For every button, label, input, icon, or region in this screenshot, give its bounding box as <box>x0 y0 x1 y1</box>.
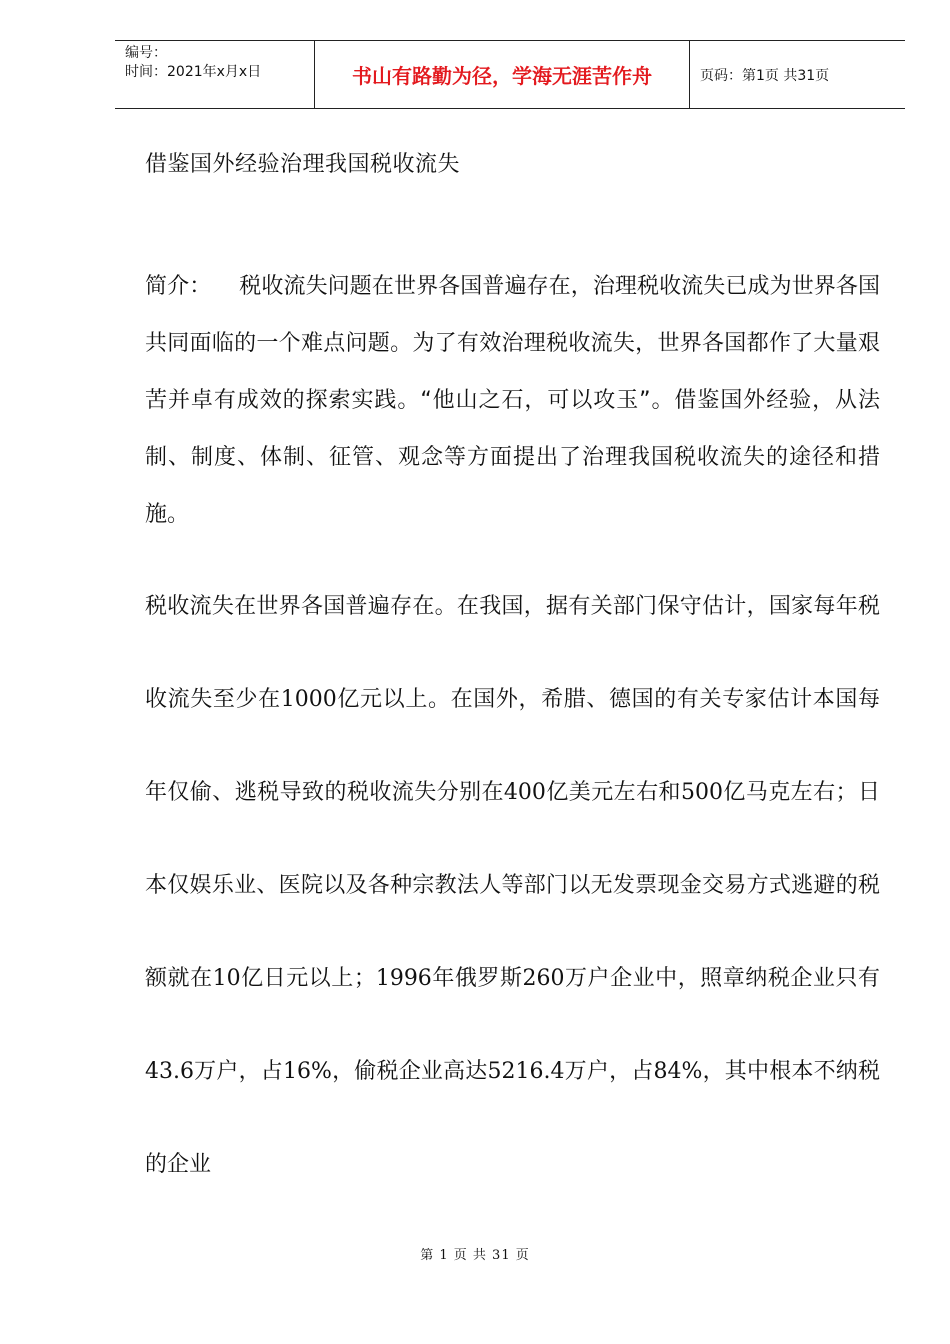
summary-label: 简介： <box>145 274 212 299</box>
header-motto: 书山有路勤为径，学海无涯苦作舟 <box>315 41 690 108</box>
summary-paragraph <box>145 258 880 543</box>
document-header <box>115 40 905 109</box>
header-page-info: 页码：第1页 共31页 <box>700 67 830 84</box>
body-paragraph: 税收流失在世界各国普遍存在。在我国，据有关部门保守估计，国家每年税收流失至少在1000亿元以上。在国外，希腊、德国的有关专家估计本国每年仅偷、逃税导致的税收流失分别在400亿美元左右和500亿马克左右；日本仅娱乐业、医院以及各种宗教法人等部门以无发票现金交易方式逃避的税额就在10亿日元以上；1996年俄罗斯260万户企业中，照章纳税企业只有43.6万户，占16%，偷税企业高达5216.4万户，占84%，其中根本不纳税的企业 <box>145 594 880 1177</box>
page-footer: 第 1 页 共 31 页 <box>420 1248 530 1263</box>
number-label: 编号： <box>125 45 167 61</box>
time-label: 时间：2021年x月x日 <box>125 64 262 80</box>
header-meta <box>115 41 315 108</box>
summary-text: 税收流失问题在世界各国普遍存在，治理税收流失已成为世界各国共同面临的一个难点问题。为了有效治理税收流失，世界各国都作了大量艰苦并卓有成效的探索实践。“他山之石，可以攻玉”。借鉴国外经验，从法制、制度、体制、征管、观念等方面提出了治理我国税收流失的途径和措施。 <box>145 274 880 527</box>
document-title: 借鉴国外经验治理我国税收流失 <box>145 152 461 177</box>
